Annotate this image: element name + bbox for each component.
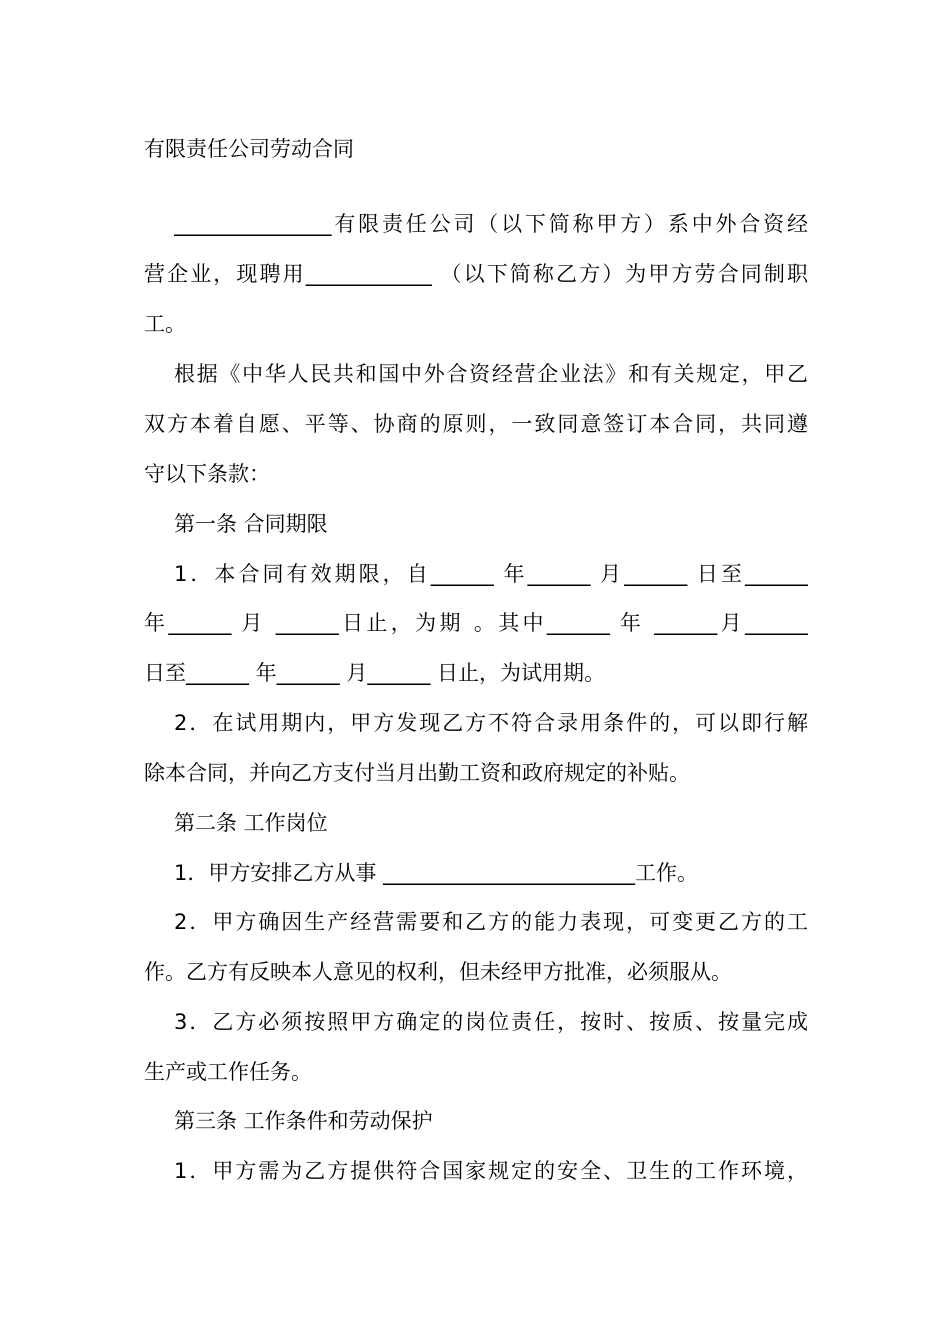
intro-line-1-text: 有限责任公司（以下简称甲方）系中外合资经: [331, 212, 808, 236]
job-title-blank: ________________________: [383, 861, 636, 885]
article-2-heading: 第二条 工作岗位: [174, 811, 328, 835]
article-1-item-1-line-2: 年______ 月 ______日止，为期 。其中______ 年 ______月______: [144, 611, 808, 635]
article-3-item-1-line-1: 1．甲方需为乙方提供符合国家规定的安全、卫生的工作环境，: [174, 1159, 808, 1183]
article-2-item-1-a: 1．甲方安排乙方从事: [174, 861, 384, 885]
basis-line-1: 根据《中华人民共和国中外合资经营企业法》和有关规定，甲乙: [174, 362, 808, 386]
article-2-item-2-line-2: 作。乙方有反映本人意见的权利，但未经甲方批准，必须服从。: [144, 960, 732, 984]
article-2-item-1: [174, 858, 808, 888]
intro-line-2-b: （以下简称乙方）为甲方劳合同制职: [431, 262, 808, 286]
article-1-heading: 第一条 合同期限: [174, 512, 328, 536]
article-2-item-3-line-1: 3．乙方必须按照甲方确定的岗位责任，按时、按质、按量完成: [174, 1010, 808, 1034]
article-1-item-2-line-1: 2．在试用期内，甲方发现乙方不符合录用条件的，可以即行解: [174, 711, 808, 735]
intro-line-3: 工。: [144, 312, 186, 336]
article-1-item-2-line-2: 除本合同，并向乙方支付当月出勤工资和政府规定的补贴。: [144, 761, 690, 785]
company-name-blank: _______________: [174, 212, 332, 236]
basis-line-3: 守以下条款：: [144, 462, 270, 486]
basis-line-2: 双方本着自愿、平等、协商的原则，一致同意签订本合同，共同遵: [144, 412, 808, 436]
intro-line-2: [144, 259, 808, 289]
article-2-item-1-b: 工作。: [635, 861, 699, 885]
article-2-item-3-line-2: 生产或工作任务。: [144, 1060, 312, 1084]
employee-name-blank: ____________: [305, 262, 432, 286]
intro-line-2-a: 营企业，现聘用: [144, 262, 306, 286]
article-2-item-2-line-1: 2．甲方确因生产经营需要和乙方的能力表现，可变更乙方的工: [174, 910, 808, 934]
intro-line-1: [174, 209, 808, 239]
article-1-item-1-line-3: 日至______ 年______ 月______ 日止，为试用期。: [144, 661, 606, 685]
article-3-heading: 第三条 工作条件和劳动保护: [174, 1109, 433, 1133]
document-title: 有限责任公司劳动合同: [144, 137, 354, 161]
article-1-item-1-line-1: 1．本合同有效期限，自______ 年______ 月______ 日至______: [174, 562, 808, 586]
